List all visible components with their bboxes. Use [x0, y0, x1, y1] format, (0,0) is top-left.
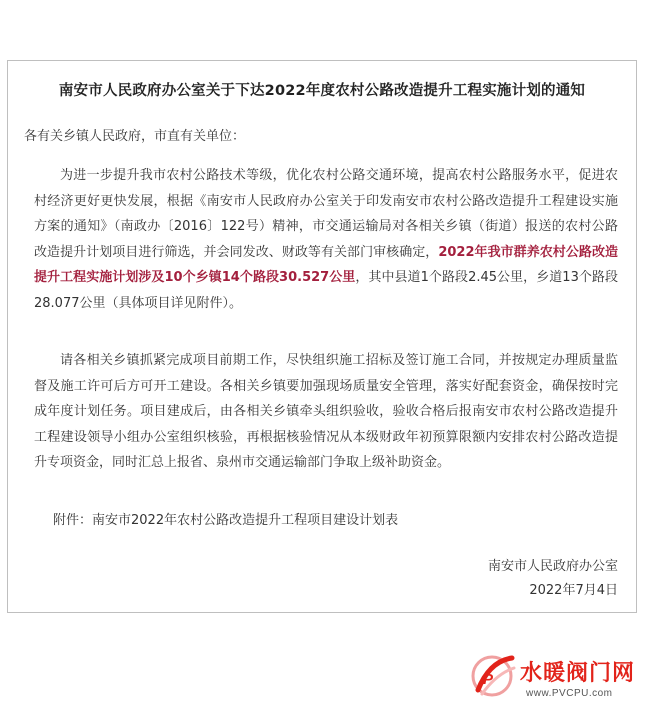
document-frame: [7, 60, 637, 613]
issue-date: 2022年7月4日: [529, 583, 618, 598]
paragraph-1-text-a: 为进一步提升我市农村公路技术等级，优化农村公路交通环境，提高农村公路服务水平，促进农村经济更好更快发展，根据《南安市人民政府办公室关于印发南安市农村公路改造提升工程建设实施方案的通知》（南政办〔2016〕122号）精神，市交通运输局对各相关乡镇（街道）报送的农村公路改造提升计划项目进行筛选，并会同发改、财政等有关部门审核确定，: [34, 168, 618, 260]
issuer-signature: 南安市人民政府办公室: [487, 559, 618, 574]
watermark-logo: [468, 650, 648, 709]
pv-logo-icon: [468, 650, 520, 702]
paragraph-1-highlight: 2022年我市群养农村公路改造提升工程实施计划涉及10个乡镇14个路段30.527公里: [34, 244, 618, 285]
salutation: 各有关乡镇人民政府，市直有关单位：: [24, 129, 246, 144]
paragraph-1-text-b: ，其中县道1个路段2.45公里，乡道13个路段28.077公里（具体项目详见附件）。: [34, 270, 618, 311]
attachment-line: 附件：南安市2022年农村公路改造提升工程项目建设计划表: [53, 513, 399, 528]
paragraph-2: 请各相关乡镇抓紧完成项目前期工作，尽快组织施工招标及签订施工合同，并按规定办理质量监督及施工许可后方可开工建设。各相关乡镇要加强现场质量安全管理，落实好配套资金，确保按时完成年度计划任务。项目建成后，由各相关乡镇牵头组织验收，验收合格后报南安市农村公路改造提升工程建设领导小组办公室组织核验，再根据核验情况从本级财政年初预算限额内安排农村公路改造提升专项资金，同时汇总上报省、泉州市交通运输部门争取上级补助资金。: [34, 353, 618, 470]
svg-text:P: P: [483, 671, 494, 688]
watermark-site-name: 水暖阀门网: [520, 661, 636, 686]
paragraph-1: [34, 163, 618, 316]
watermark-url: www.PVCPU.com: [526, 688, 613, 699]
document-title: 南安市人民政府办公室关于下达2022年度农村公路改造提升工程实施计划的通知: [58, 83, 586, 99]
